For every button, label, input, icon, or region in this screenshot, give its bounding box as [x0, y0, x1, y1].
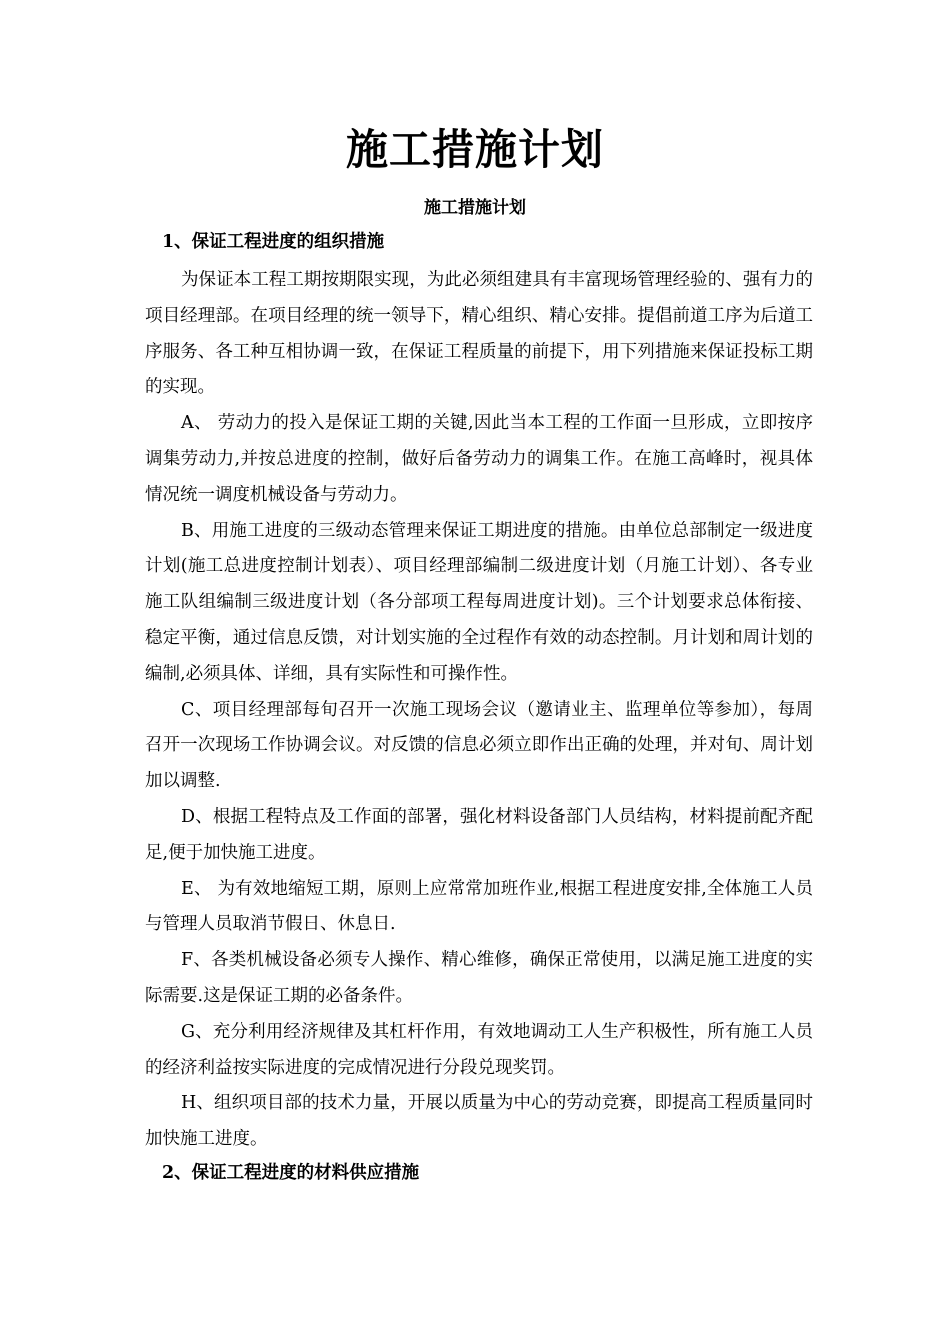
paragraph-f: F、各类机械设备必须专人操作、精心维修，确保正常使用，以满足施工进度的实际需要.这是保证工期的必备条件。: [145, 950, 813, 1006]
paragraph-h: H、组织项目部的技术力量，开展以质量为中心的劳动竞赛，即提高工程质量同时加快施工进度。: [145, 1093, 813, 1150]
paragraph-g: G、充分利用经济规律及其杠杆作用，有效地调动工人生产积极性，所有施工人员的经济利益按实际进度的完成情况进行分段兑现奖罚。: [145, 1021, 813, 1078]
paragraph-d: D、根据工程特点及工作面的部署，强化材料设备部门人员结构，材料提前配齐配足,便于加快施工进度。: [145, 806, 813, 863]
document-title: 施工措施计划: [345, 125, 604, 174]
paragraph-a: A、 劳动力的投入是保证工期的关键,因此当本工程的工作面一旦形成，立即按序调集劳动力,并按总进度的控制，做好后备劳动力的调集工作。在施工高峰时，视具体情况统一调度机械设备与劳动力。: [145, 413, 813, 505]
section-heading-1: 1、保证工程进度的组织措施: [162, 232, 385, 252]
paragraph-c: C、项目经理部每旬召开一次施工现场会议（邀请业主、监理单位等参加），每周召开一次现场工作协调会议。对反馈的信息必须立即作出正确的处理，并对旬、周计划加以调整.: [145, 699, 813, 792]
paragraph-b: B、用施工进度的三级动态管理来保证工期进度的措施。由单位总部制定一级进度计划(施工总进度控制计划表）、项目经理部编制二级进度计划（月施工计划）、各专业施工队组编制三级进度计划（各分部项工程每周进度计划)。三个计划要求总体衔接、稳定平衡，通过信息反馈，对计划实施的全过程作有效的动态控制。月计划和周计划的编制,必须具体、详细，具有实际性和可操作性。: [145, 520, 813, 684]
document-body: [145, 229, 813, 1194]
section-heading-2: 2、保证工程进度的材料供应措施: [162, 1162, 420, 1183]
document-subtitle: 施工措施计划: [424, 198, 526, 218]
paragraph-e: E、 为有效地缩短工期，原则上应常常加班作业,根据工程进度安排,全体施工人员与管理人员取消节假日、休息日.: [145, 878, 813, 935]
paragraph-intro: 为保证本工程工期按期限实现，为此必须组建具有丰富现场管理经验的、强有力的项目经理部。在项目经理的统一领导下，精心组织、精心安排。提倡前道工序为后道工序服务、各工种互相协调一致，在保证工程质量的前提下，用下列措施来保证投标工期的实现。: [145, 270, 813, 398]
